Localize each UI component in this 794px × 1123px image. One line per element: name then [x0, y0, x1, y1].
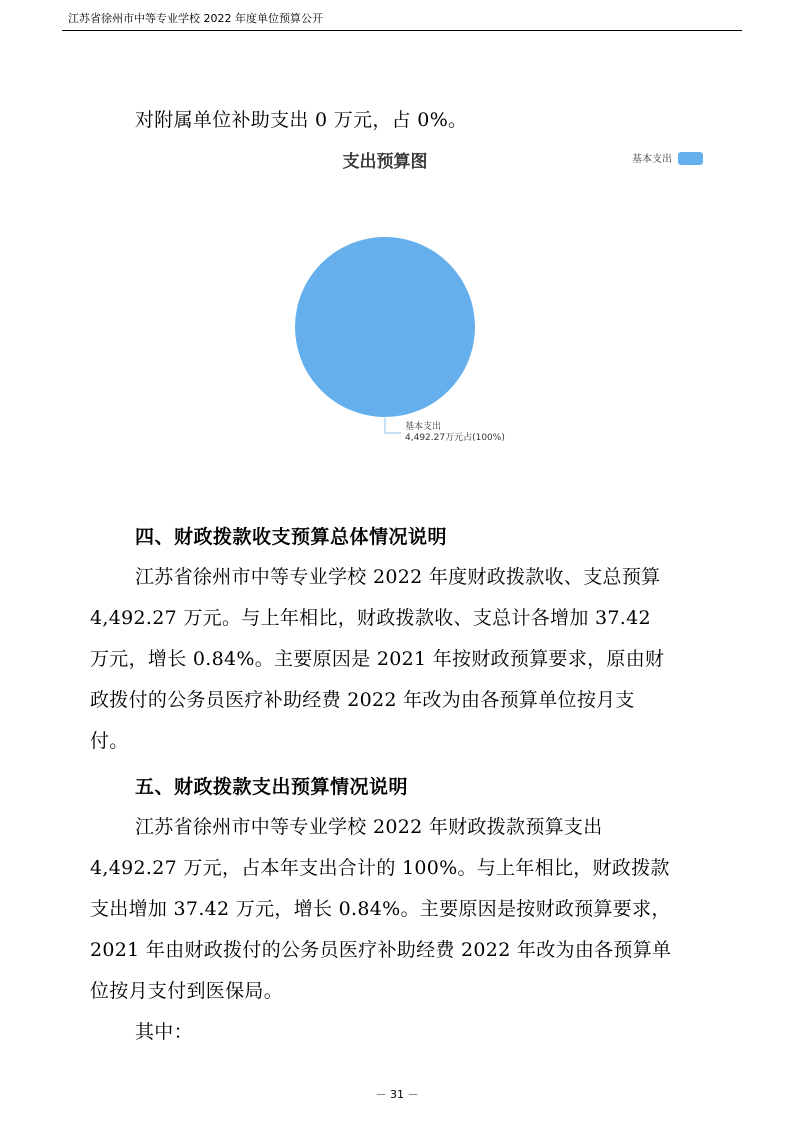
section4-line-3: 万元，增长 0.84%。主要原因是 2021 年按财政预算要求，原由财 [90, 648, 665, 670]
section4-line-5: 付。 [90, 730, 129, 752]
chart-title: 支出预算图 [342, 152, 428, 172]
chart-legend [632, 152, 703, 165]
page-number: － 31 － [375, 1088, 419, 1101]
section4-line-2: 4,492.27 万元。与上年相比，财政拨款收、支总计各增加 37.42 [90, 607, 651, 629]
header-rule [62, 30, 742, 31]
legend-label: 基本支出 [632, 154, 672, 165]
expenditure-pie-chart [0, 140, 794, 460]
pie-leader-line [385, 418, 401, 433]
pie-slice [295, 237, 475, 417]
chart-slices [295, 237, 475, 417]
section4-line-4: 政拨付的公务员医疗补助经费 2022 年改为由各预算单位按月支 [90, 689, 635, 711]
section5-paragraph [90, 807, 710, 1053]
section5-heading: 五、财政拨款支出预算情况说明 [135, 776, 409, 798]
intro-paragraph [90, 100, 710, 141]
section5-line-4: 2021 年由财政拨付的公务员医疗补助经费 2022 年改为由各预算单 [90, 939, 672, 961]
legend-swatch [678, 152, 703, 165]
section5-closing: 其中： [135, 1021, 193, 1043]
pie-slice-label: 基本支出 [405, 422, 442, 432]
chart-data-labels [385, 418, 505, 443]
section4-heading: 四、财政拨款收支预算总体情况说明 [135, 526, 448, 548]
section4-paragraph [90, 557, 710, 762]
section5-line-2: 4,492.27 万元，占本年支出合计的 100%。与上年相比，财政拨款 [90, 857, 670, 879]
section4-line-1: 江苏省徐州市中等专业学校 2022 年度财政拨款收、支总预算 [135, 566, 661, 588]
header-title: 江苏省徐州市中等专业学校 2022 年度单位预算公开 [68, 12, 323, 25]
section5-line-5: 位按月支付到医保局。 [90, 980, 284, 1002]
section5-line-3: 支出增加 37.42 万元，增长 0.84%。主要原因是按财政预算要求， [90, 898, 671, 920]
pie-data-label: 4,492.27万元占(100%) [405, 433, 505, 443]
intro-line: 对附属单位补助支出 0 万元，占 0%。 [135, 109, 468, 131]
section5-line-1: 江苏省徐州市中等专业学校 2022 年财政拨款预算支出 [135, 816, 603, 838]
